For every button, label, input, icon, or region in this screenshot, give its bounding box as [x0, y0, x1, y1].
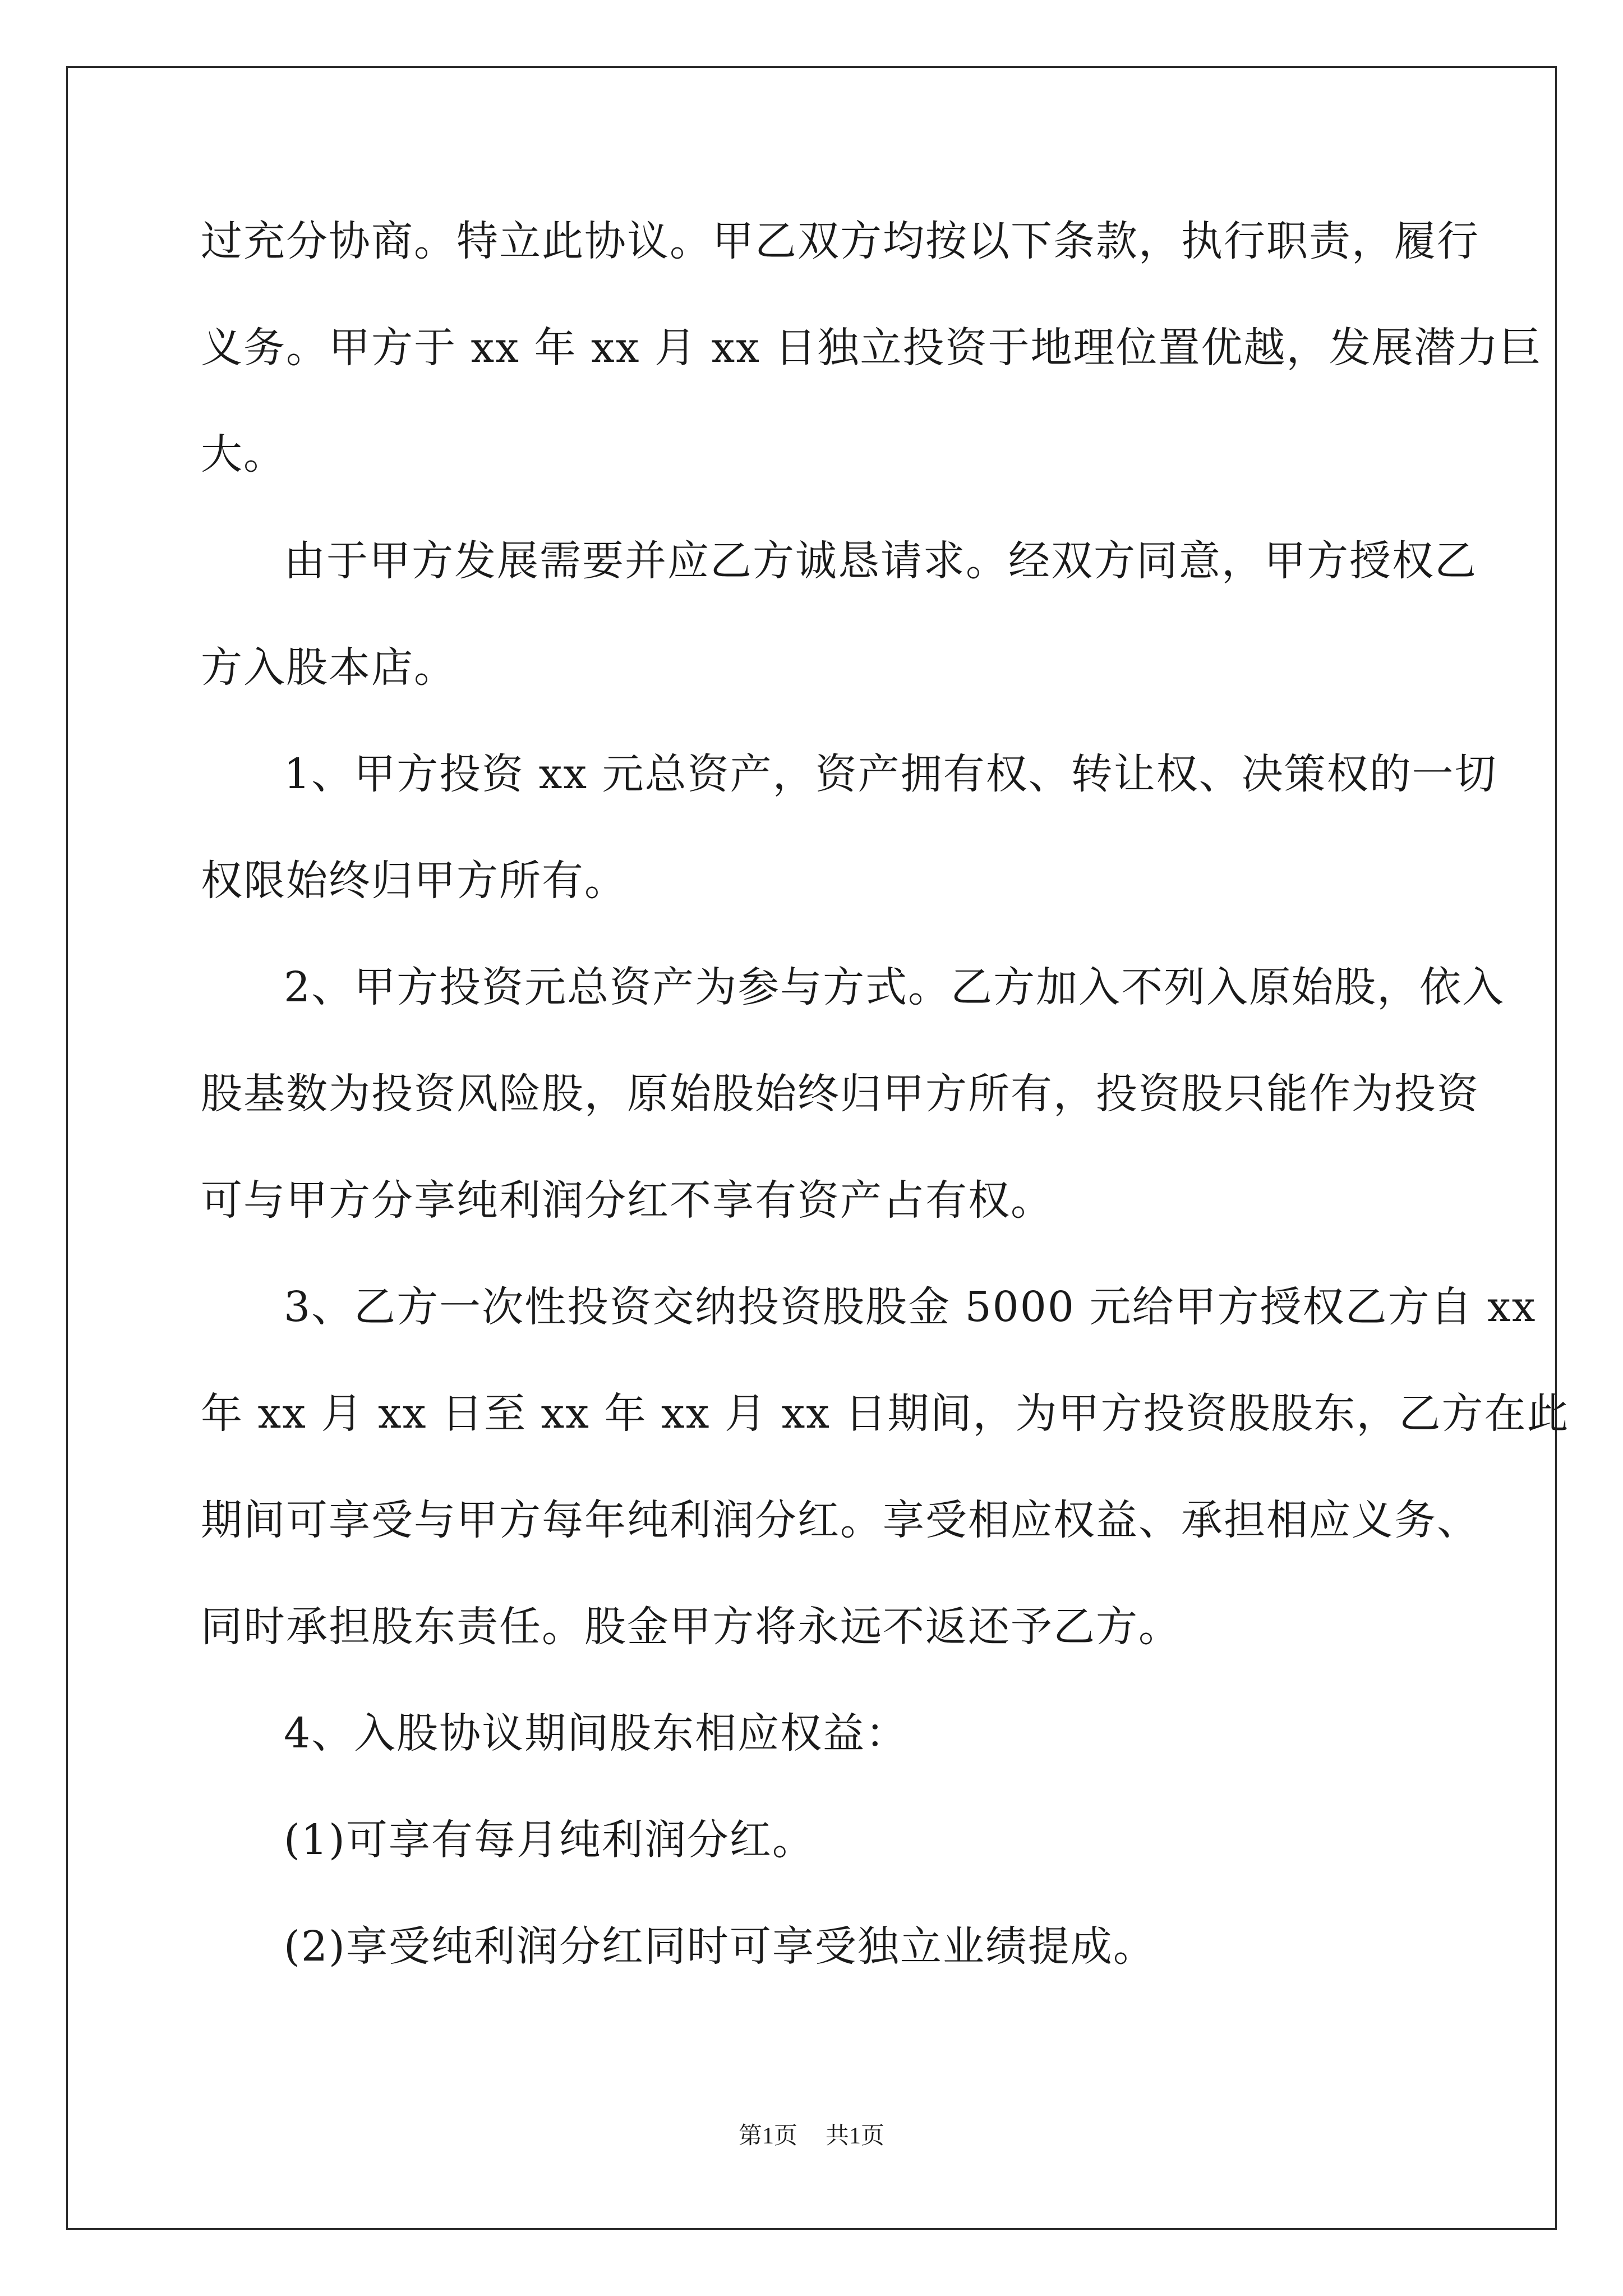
paragraph-first-line: 2、甲方投资元总资产为参与方式。乙方加入不列入原始股，依入	[284, 963, 1505, 1011]
paragraph-first-line: 4、入股协议期间股东相应权益：	[284, 1709, 909, 1757]
page-footer	[0, 2119, 1623, 2153]
list-item: (2)享受纯利润分红同时可享受独立业绩提成。	[284, 1922, 1156, 1971]
page-border	[66, 66, 1570, 2230]
text-line: 权限始终归甲方所有。	[201, 857, 627, 905]
page-number: 第1页	[738, 2123, 797, 2149]
text-line: 期间可享受与甲方每年纯利润分红。享受相应权益、承担相应义务、	[201, 1496, 1479, 1544]
text-line: 股基数为投资风险股，原始股始终归甲方所有，投资股只能作为投资	[201, 1070, 1479, 1118]
text-line: 大。	[201, 430, 286, 478]
text-line: 同时承担股东责任。股金甲方将永远不返还予乙方。	[201, 1603, 1181, 1651]
paragraph-first-line: 1、甲方投资 xx 元总资产，资产拥有权、转让权、决策权的一切	[284, 750, 1497, 798]
paragraph-first-line: 3、乙方一次性投资交纳投资股股金 5000 元给甲方授权乙方自 xx	[284, 1283, 1537, 1331]
text-line: 过充分协商。特立此协议。甲乙双方均按以下条款，执行职责，履行	[201, 217, 1479, 265]
text-line: 年 xx 月 xx 日至 xx 年 xx 月 xx 日期间，为甲方投资股股东，乙方在此	[201, 1389, 1570, 1438]
paragraph-first-line: 由于甲方发展需要并应乙方诚恳请求。经双方同意，甲方授权乙	[284, 537, 1477, 585]
text-line: 方入股本店。	[201, 643, 457, 692]
page-total: 共1页	[826, 2123, 885, 2149]
list-item: (1)可享有每月纯利润分红。	[284, 1816, 815, 1864]
text-line: 可与甲方分享纯利润分红不享有资产占有权。	[201, 1176, 1053, 1225]
text-line: 义务。甲方于 xx 年 xx 月 xx 日独立投资于地理位置优越，发展潜力巨	[201, 324, 1542, 372]
